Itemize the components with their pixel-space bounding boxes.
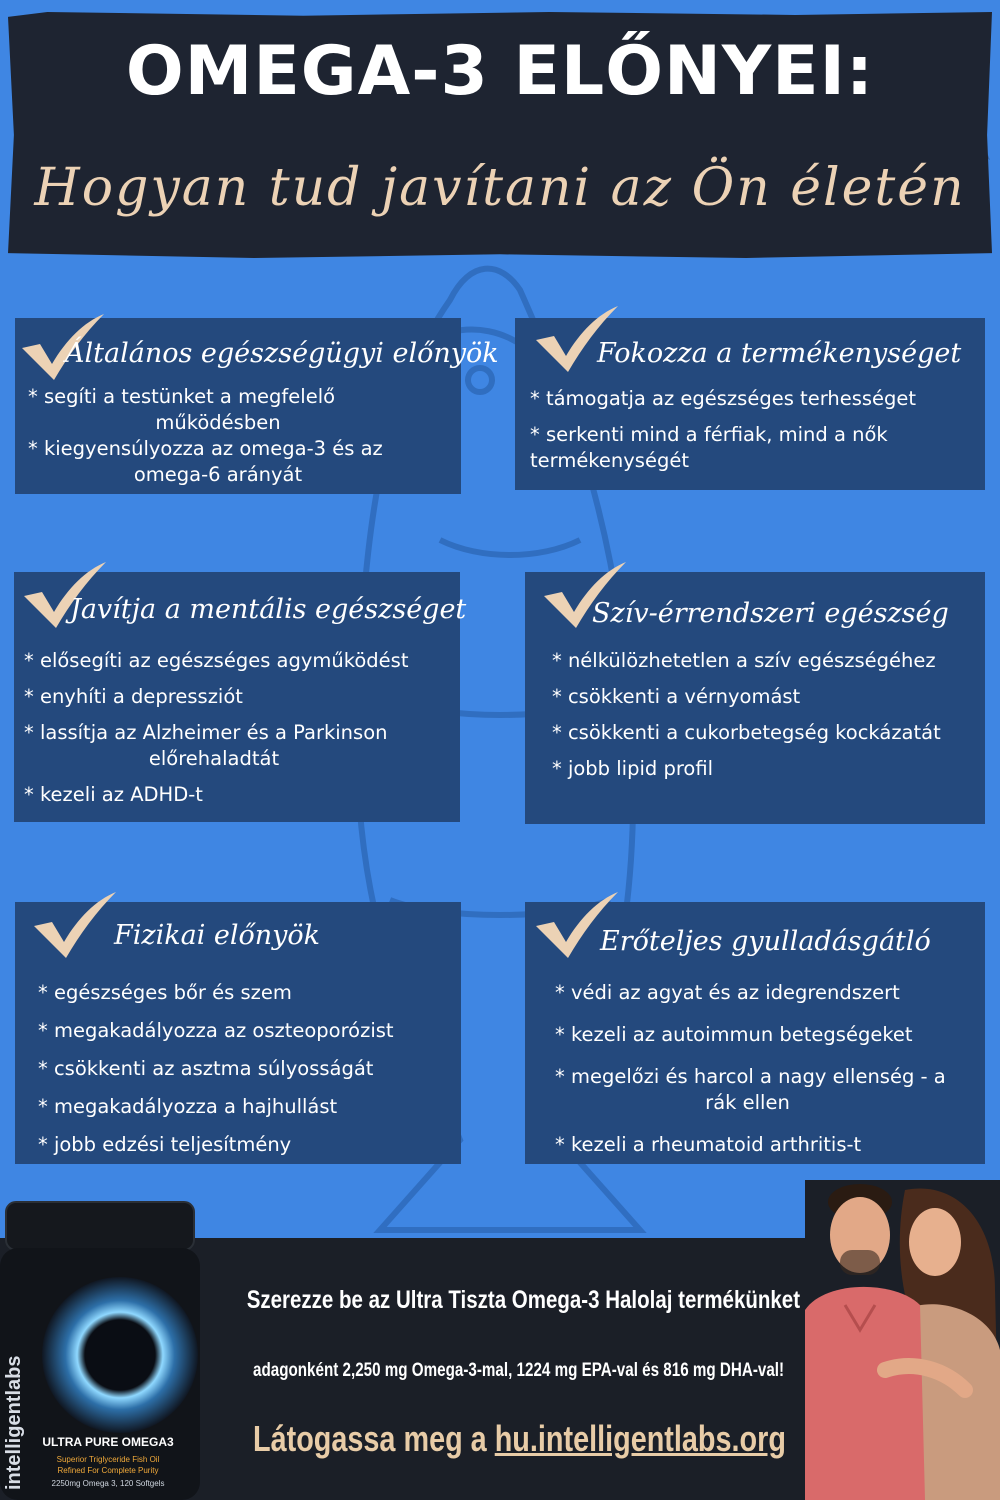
cta-headline: Szerezze be az Ultra Tiszta Omega-3 Halolaj termékünket [246,1286,801,1314]
benefit-list [552,648,977,792]
list-item: * támogatja az egészséges terhességet [530,387,917,410]
benefit-card-title: Javítja a mentális egészséget [70,594,467,625]
list-item [530,422,970,474]
list-item-text-cont: rák ellen [705,1091,790,1114]
benefit-card-title: Fokozza a termékenységet [597,338,962,369]
couple-photo [805,1180,1000,1500]
benefit-card-title: Általános egészségügyi előnyök [65,338,499,369]
list-item: * jobb edzési teljesítmény [38,1133,292,1156]
product-bottle-image [0,1200,205,1500]
list-item: * nélkülözhetetlen a szív egészségéhez [552,649,936,672]
list-item: * megakadályozza a hajhullást [38,1095,338,1118]
list-item-text-cont: működésben [155,411,281,434]
cta-visit-prefix: Látogassa meg a [253,1418,487,1459]
list-item-text-cont: termékenységét [530,449,689,472]
benefit-card-title: Erőteljes gyulladásgátló [600,926,931,957]
product-desc-2: Refined For Complete Purity [57,1466,159,1475]
benefit-list [38,980,453,1168]
list-item: * csökkenti a cukorbetegség kockázatát [552,721,941,744]
list-item-text: * segíti a testünket a megfelelő [28,385,336,408]
benefit-list [555,980,980,1168]
benefit-card-title: Fizikai előnyök [114,920,321,951]
list-item: * megakadályozza az oszteoporózist [38,1019,394,1042]
list-item: * csökkenti a vérnyomást [552,685,801,708]
list-item [555,1064,980,1116]
cta-visit-line [253,1418,786,1460]
list-item-text: * megelőzi és harcol a nagy ellenség - a [555,1065,946,1088]
product-desc-3: 2250mg Omega 3, 120 Softgels [51,1479,165,1488]
product-name: ULTRA PURE OMEGA3 [42,1435,174,1449]
benefit-card-title: Szív-érrendszeri egészség [592,598,949,629]
benefit-list [24,648,444,818]
check-icon [30,890,120,960]
list-item: * kezeli az autoimmun betegségeket [555,1023,913,1046]
list-item [28,436,448,488]
list-item-text: * serkenti mind a férfiak, mind a nők [530,423,888,446]
page-title: OMEGA-3 ELŐNYEI: [125,32,875,111]
product-desc-1: Superior Triglyceride Fish Oil [56,1455,160,1464]
website-link[interactable]: hu.intelligentlabs.org [494,1418,786,1459]
cta-details: adagonként 2,250 mg Omega-3-mal, 1224 mg EPA-val és 816 mg DHA-val! [253,1360,785,1381]
list-item: * enyhíti a depressziót [24,685,243,708]
benefit-list [28,384,448,498]
benefit-list [530,386,970,484]
product-brand: intelligentlabs [3,1355,25,1490]
list-item-text: * lassítja az Alzheimer és a Parkinson [24,721,388,744]
list-item: * jobb lipid profil [552,757,714,780]
list-item-text-cont: előrehaladtát [148,747,280,770]
list-item [24,720,444,772]
list-item: * elősegíti az egészséges agyműködést [24,649,409,672]
list-item: * kezeli az ADHD-t [24,783,203,806]
list-item: * egészséges bőr és szem [38,981,292,1004]
page-subtitle: Hogyan tud javítani az Ön életén [34,158,966,218]
list-item-text: * kiegyensúlyozza az omega-3 és az [28,437,383,460]
list-item-text-cont: omega-6 arányát [133,463,303,486]
list-item: * védi az agyat és az idegrendszert [555,981,900,1004]
list-item: * csökkenti az asztma súlyosságát [38,1057,374,1080]
list-item: * kezeli a rheumatoid arthritis-t [555,1133,862,1156]
list-item [28,384,448,436]
